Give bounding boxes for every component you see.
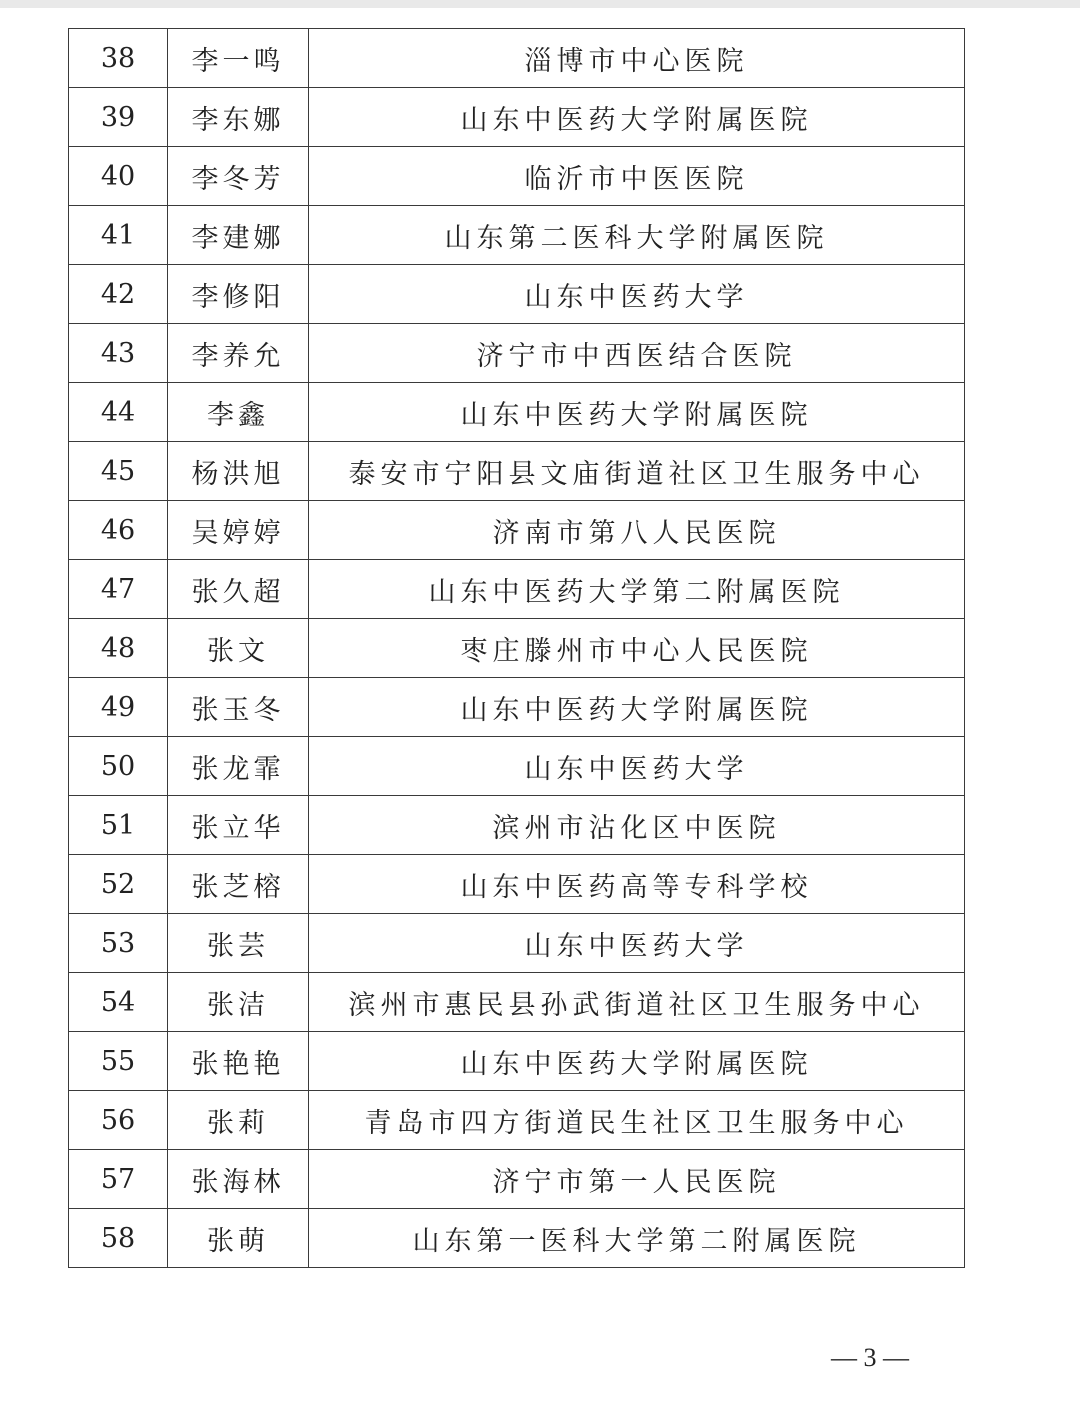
table-row <box>69 855 965 914</box>
table-row <box>69 973 965 1032</box>
organization-cell: 山东中医药大学附属医院 <box>309 88 965 147</box>
name-cell: 李建娜 <box>168 206 309 265</box>
name-cell: 李东娜 <box>168 88 309 147</box>
name-cell: 张文 <box>168 619 309 678</box>
row-number-cell: 41 <box>69 206 168 265</box>
organization-cell: 山东第一医科大学第二附属医院 <box>309 1209 965 1268</box>
organization-cell: 济南市第八人民医院 <box>309 501 965 560</box>
organization-cell: 临沂市中医医院 <box>309 147 965 206</box>
row-number-cell: 44 <box>69 383 168 442</box>
name-cell: 张莉 <box>168 1091 309 1150</box>
table-row <box>69 265 965 324</box>
name-cell: 张芸 <box>168 914 309 973</box>
row-number-cell: 49 <box>69 678 168 737</box>
row-number-cell: 46 <box>69 501 168 560</box>
table-row <box>69 29 965 88</box>
organization-cell: 山东中医药高等专科学校 <box>309 855 965 914</box>
table-row <box>69 560 965 619</box>
organization-cell: 枣庄滕州市中心人民医院 <box>309 619 965 678</box>
name-cell: 张立华 <box>168 796 309 855</box>
table-row <box>69 1150 965 1209</box>
row-number-cell: 39 <box>69 88 168 147</box>
table-row <box>69 1209 965 1268</box>
row-number-cell: 53 <box>69 914 168 973</box>
organization-cell: 泰安市宁阳县文庙街道社区卫生服务中心 <box>309 442 965 501</box>
name-cell: 张芝榕 <box>168 855 309 914</box>
name-cell: 张久超 <box>168 560 309 619</box>
table-row <box>69 147 965 206</box>
organization-cell: 济宁市第一人民医院 <box>309 1150 965 1209</box>
row-number-cell: 43 <box>69 324 168 383</box>
name-cell: 杨洪旭 <box>168 442 309 501</box>
organization-cell: 山东中医药大学附属医院 <box>309 1032 965 1091</box>
organization-cell: 山东中医药大学 <box>309 265 965 324</box>
table-row <box>69 383 965 442</box>
table-row <box>69 914 965 973</box>
name-cell: 张玉冬 <box>168 678 309 737</box>
roster-table <box>68 28 965 1268</box>
name-cell: 李鑫 <box>168 383 309 442</box>
table-row <box>69 737 965 796</box>
table-row <box>69 796 965 855</box>
organization-cell: 山东中医药大学第二附属医院 <box>309 560 965 619</box>
row-number-cell: 54 <box>69 973 168 1032</box>
table-row <box>69 1091 965 1150</box>
table-row <box>69 88 965 147</box>
name-cell: 张海林 <box>168 1150 309 1209</box>
organization-cell: 滨州市惠民县孙武街道社区卫生服务中心 <box>309 973 965 1032</box>
name-cell: 张龙霏 <box>168 737 309 796</box>
organization-cell: 济宁市中西医结合医院 <box>309 324 965 383</box>
organization-cell: 山东中医药大学 <box>309 737 965 796</box>
table-row <box>69 501 965 560</box>
row-number-cell: 50 <box>69 737 168 796</box>
row-number-cell: 47 <box>69 560 168 619</box>
top-edge-bar <box>0 0 1080 8</box>
name-cell: 张洁 <box>168 973 309 1032</box>
page-number: — 3 — <box>831 1343 909 1372</box>
name-cell: 李修阳 <box>168 265 309 324</box>
row-number-cell: 58 <box>69 1209 168 1268</box>
table-row <box>69 678 965 737</box>
name-cell: 李一鸣 <box>168 29 309 88</box>
row-number-cell: 52 <box>69 855 168 914</box>
name-cell: 吴婷婷 <box>168 501 309 560</box>
row-number-cell: 57 <box>69 1150 168 1209</box>
name-cell: 张萌 <box>168 1209 309 1268</box>
name-cell: 李冬芳 <box>168 147 309 206</box>
row-number-cell: 55 <box>69 1032 168 1091</box>
organization-cell: 山东第二医科大学附属医院 <box>309 206 965 265</box>
table-row <box>69 206 965 265</box>
organization-cell: 山东中医药大学 <box>309 914 965 973</box>
name-cell: 李养允 <box>168 324 309 383</box>
row-number-cell: 40 <box>69 147 168 206</box>
row-number-cell: 48 <box>69 619 168 678</box>
row-number-cell: 51 <box>69 796 168 855</box>
roster-table-body <box>69 29 965 1268</box>
table-row <box>69 619 965 678</box>
organization-cell: 淄博市中心医院 <box>309 29 965 88</box>
name-cell: 张艳艳 <box>168 1032 309 1091</box>
table-row <box>69 324 965 383</box>
table-row <box>69 442 965 501</box>
row-number-cell: 56 <box>69 1091 168 1150</box>
row-number-cell: 38 <box>69 29 168 88</box>
organization-cell: 山东中医药大学附属医院 <box>309 383 965 442</box>
organization-cell: 山东中医药大学附属医院 <box>309 678 965 737</box>
table-row <box>69 1032 965 1091</box>
row-number-cell: 42 <box>69 265 168 324</box>
organization-cell: 青岛市四方街道民生社区卫生服务中心 <box>309 1091 965 1150</box>
row-number-cell: 45 <box>69 442 168 501</box>
organization-cell: 滨州市沾化区中医院 <box>309 796 965 855</box>
